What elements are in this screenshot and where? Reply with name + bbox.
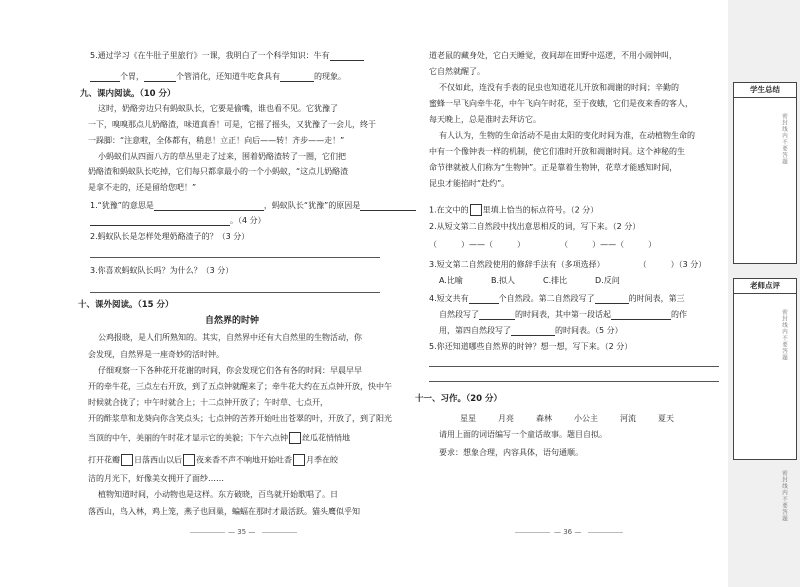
punctuation-box[interactable] (289, 432, 301, 444)
q1-score: 。（4 分） (230, 216, 266, 225)
sec10-heading: 十、课外阅读。（15 分） (78, 300, 174, 310)
article-text: 打开花瓣 (88, 455, 120, 465)
article-text: 夜来香不声不响地开始吐香 (196, 455, 292, 465)
q1-text: 里填上恰当的标点符号。（2 分） (482, 205, 599, 215)
sec9-q2: 2.蚂蚁队长是怎样处理奶酪渣子的？（3 分） (90, 232, 250, 241)
article-p-line: 不仅如此，连没有手表的昆虫也知道花儿开放和凋谢的时间；辛勤的 (439, 83, 679, 92)
q4-line3 (439, 326, 623, 336)
seal-line-note: 密封线内不要答题 (781, 309, 787, 361)
writing-requirement: 要求：想象合理，内容具体，语句通顺。 (439, 448, 583, 457)
dash: —— (600, 240, 617, 249)
answer-line[interactable] (90, 292, 380, 293)
article-p2-line (88, 432, 350, 444)
page-number: — 35 — (228, 528, 256, 536)
answer-blank[interactable] (511, 327, 555, 336)
article-p3-line: 落西山，鸟入林，鸡上笼，燕子也回巢，蝙蝠在那时才最活跃。猫头鹰似乎知 (88, 507, 360, 516)
right-page (405, 0, 725, 587)
q5-text: 5.通过学习《在牛肚子里旅行》一课，我明白了一个科学知识：牛有 (90, 51, 330, 60)
q4-text: 用，第四自然段写了 (439, 326, 511, 335)
answer-blank[interactable] (144, 73, 176, 82)
writing-instruction: 请用上面的词语编写一个童话故事。题目自拟。 (439, 430, 607, 439)
punctuation-box[interactable] (183, 454, 195, 466)
answer-blank[interactable] (154, 202, 264, 211)
q5-line1 (90, 51, 364, 61)
q4-text: 的作 (671, 310, 687, 319)
word-item: 小公主 (574, 414, 598, 423)
dash: —— (469, 240, 485, 249)
article-cont-line: 它自然就醒了。 (429, 67, 485, 76)
sec9-q3: 3.你喜欢蚂蚁队长吗？为什么？（3 分） (90, 266, 234, 275)
option[interactable]: D.反问 (595, 276, 620, 285)
seal-line-note: 密封线内不要答题 (781, 113, 787, 165)
answer-line[interactable] (429, 366, 719, 367)
word-item: 森林 (536, 414, 552, 423)
answer-blank[interactable] (330, 52, 364, 61)
article-p-line: 每天晚上，总是准时去拜访它。 (429, 115, 541, 124)
answer-line[interactable] (429, 381, 719, 382)
article-p3-line: 植物知道时间，小动物也是这样。东方破晓，百鸟就开始歌唱了。日 (98, 490, 338, 499)
option[interactable]: A.比喻 (439, 276, 463, 285)
page-number-rule (515, 532, 550, 533)
word-item: 河流 (620, 414, 636, 423)
article-text: 日落西山以后 (134, 455, 182, 465)
answer-blank[interactable] (611, 311, 671, 320)
answer-blank[interactable] (90, 73, 120, 82)
seal-line-note: 密封线内不要答题 (781, 470, 787, 522)
option[interactable]: B.拟人 (491, 276, 516, 285)
page-number-rule (588, 532, 623, 533)
side-panel (728, 0, 800, 587)
article-text: 丝瓜花悄悄地 (302, 433, 350, 443)
answer-blank[interactable] (469, 295, 499, 304)
q2-answers: （ ）——（ ） （ ）——（ ） (429, 240, 657, 249)
sec11-heading: 十一、习作。（20 分） (415, 394, 503, 404)
q4-line1 (429, 294, 685, 304)
q5: 5.你还知道哪些自然界的时钟？想一想，写下来。（2 分） (429, 342, 633, 351)
sec9-p1-line: 一下，嗅嗅那点儿奶酪渣，味道真香！可是，它摇了摇头，又犹豫了一会儿，终于 (88, 120, 376, 129)
q4-text: 的时间表。（5 分） (555, 326, 623, 335)
article-p2-line (88, 454, 338, 466)
word-item: 月亮 (498, 414, 514, 423)
article-text: 月季在皎 (306, 455, 338, 465)
answer-blank[interactable] (280, 73, 314, 82)
punctuation-box (470, 204, 482, 216)
sec9-q1 (90, 201, 416, 211)
page-number-rule (190, 532, 225, 533)
q5-text: 的现象。 (314, 72, 346, 81)
student-summary-box[interactable] (733, 82, 797, 264)
article-title: 自然界的时钟 (205, 316, 260, 326)
article-cont-line: 道老鼠的藏身处，它白天睡觉，夜间却在田野中巡逻，不用小闹钟叫， (429, 51, 677, 60)
sec9-p2-line: 小蚂蚁们从四面八方的草丛里走了过来，围着奶酪渣转了一圈，它们把 (98, 152, 346, 161)
sec9-p2-line: 奶酪渣和蚂蚁队长吃掉，它们每只都拿最小的一个小蚂蚁，“这点儿奶酪渣 (88, 167, 349, 176)
answer-blank[interactable] (90, 217, 230, 226)
article-p2-line: 洁的月光下，好像美女拥开了面纱…… (88, 474, 224, 483)
q1-text: ，蚂蚁队长“犹豫”的原因是 (263, 201, 361, 210)
article-p1-line: 公鸡报晓，是人们所熟知的。其实，自然界中还有大自然里的生物活动，你 (98, 333, 362, 342)
page-number: — 36 — (554, 528, 582, 536)
q5-line2 (90, 72, 346, 82)
article-p1-line: 会发现，自然界是一座奇妙的活时钟。 (88, 350, 224, 359)
article-p-line: 有人认为，生物的生命活动不是由太阳的变化时间为准，在动植物生命的 (439, 131, 695, 140)
q4-text: 4.短文共有 (429, 294, 469, 303)
article-text: 当顶的中午，美丽的午时花才显示它的美貌；下午六点钟 (88, 433, 288, 443)
sec9-q1-score (90, 216, 266, 226)
q1-text: 1.“犹豫”的意思是 (90, 201, 154, 210)
q4-line2 (439, 310, 687, 320)
sec9-heading: 九、课内阅读。（10 分） (80, 89, 176, 99)
page-number-rule (262, 532, 297, 533)
word-item: 星星 (460, 414, 476, 423)
article-p-line: 命节律就被人们称为“生物钟”。正是靠着生物钟，花草才能感知时间， (429, 163, 678, 172)
punctuation-box[interactable] (121, 454, 133, 466)
answer-line[interactable] (90, 257, 380, 258)
punctuation-box[interactable] (293, 454, 305, 466)
q5-text: 个管消化，还知道牛吃食具有 (176, 72, 280, 81)
option[interactable]: C.排比 (543, 276, 568, 285)
sec9-p1-line: 一跺脚：“注意啦，全体都有，稍息！立正！向后——转！齐步——走！” (88, 136, 345, 145)
article-p2-line: 开的牵牛花，三点左右开放，到了五点钟就醒来了；牵牛花大约在五点钟开放，快中午 (88, 382, 392, 391)
q3: 3.短文第二自然段使用的修辞手法有（多项选择） （ ）（3 分） (429, 260, 707, 269)
article-p-line: 蜜蜂一早飞向牵牛花，中午飞向午时花，至于夜蛾，它们是夜来香的客人， (429, 99, 693, 108)
teacher-comment-box[interactable] (733, 278, 797, 460)
article-p-line: 昆虫才能掐时“赴约”。 (429, 179, 510, 188)
q4-text: 自然段写了 (439, 310, 479, 319)
article-p-line: 中有一个像钟表一样的机制，使它们准时开放和凋谢时间。这个神秘的生 (429, 147, 685, 156)
q3-options (439, 276, 620, 286)
teacher-comment-title: 老师点评 (734, 279, 796, 294)
word-bank (449, 414, 685, 424)
q5-text: 个胃， (120, 72, 144, 81)
q4-text: 的时间表，第三 (628, 294, 685, 303)
sec9-p1-line: 这时，奶酪旁边只有蚂蚁队长，它要是偷嘴，谁也看不见。它犹豫了 (98, 104, 338, 113)
sec9-p2-line: 是拿不走的，还是留给您吧！” (88, 183, 197, 192)
q4-text: 的时间表，其中第一段话起 (515, 310, 611, 319)
q1-text: 1.在文中的 (429, 205, 469, 215)
q4-text: 个自然段。第二自然段写了 (498, 294, 595, 303)
word-item: 夏天 (658, 414, 674, 423)
q1 (429, 204, 598, 216)
article-p2-line: 时候就合拢了；中午时就合上；十二点钟开放了；午时草、七点开， (88, 398, 328, 407)
student-summary-title: 学生总结 (734, 83, 796, 98)
q3-score: （3 分） (678, 260, 707, 269)
q2: 2.从短文第二自然段中找出意思相反的词，写下来。（2 分） (429, 222, 641, 231)
answer-blank[interactable] (595, 295, 629, 304)
q3-text: 3.短文第二自然段使用的修辞手法有（多项选择） (429, 260, 605, 269)
article-p2-line: 仔细观察一下各种花开花谢的时间，你会发现它们各有各的时间：早晨早早 (98, 366, 362, 375)
answer-blank[interactable] (479, 311, 515, 320)
article-p2-line: 开的酢浆草和龙葵向你含笑点头；七点钟的苦荞开始吐出苍翠的叶，开放了，到了阳光 (88, 414, 392, 423)
